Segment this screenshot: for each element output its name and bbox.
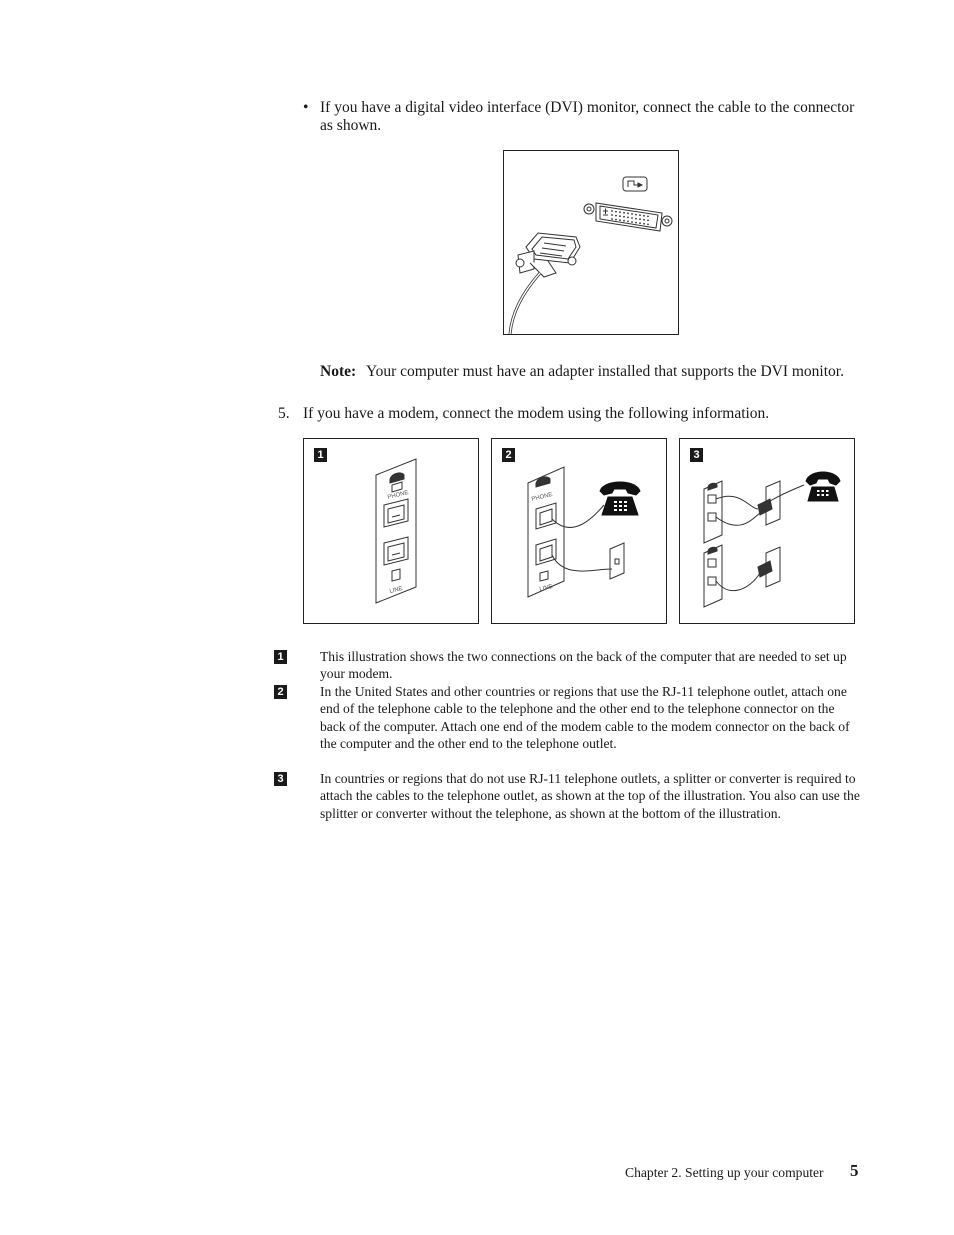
note-text: Your computer must have an adapter installed that supports the DVI monitor. <box>366 363 844 380</box>
footer-chapter-title: Chapter 2. Setting up your computer <box>625 1165 824 1180</box>
legend-text-2: In the United States and other countries or regions that use the RJ-11 telephone outlet, attach one end of the telephone cable to the telephone and the other end to the telephone connector on the back of the computer. Attach one end of the modem cable to the modem connector on the back of the computer and the other end to the telephone outlet. <box>320 684 850 752</box>
line-label: LINE <box>389 585 404 595</box>
legend-text-3: In countries or regions that do not use RJ-11 telephone outlets, a splitter or converter is required to attach the cables to the telephone outlet, as shown at the top of the illustration. You also can use the splitter or converter without the telephone, as shown at the bottom of the illustration. <box>320 771 860 821</box>
modem-panel-1 <box>303 438 479 624</box>
callout-badge-1: 1 <box>314 448 327 462</box>
legend-badge-2: 2 <box>274 685 287 699</box>
dvi-port-icon <box>584 203 672 231</box>
bullet-marker: • <box>303 99 309 116</box>
dvi-connector-illustration <box>503 150 679 335</box>
step-number: 5. <box>278 405 290 422</box>
line-label-2: LINE <box>539 583 554 593</box>
modem-panel-3 <box>679 438 855 624</box>
telephone-icon-3 <box>806 472 840 501</box>
legend-text-1: This illustration shows the two connections on the back of the computer that are needed to set up your modem. <box>320 649 847 682</box>
callout-badge-2: 2 <box>502 448 515 462</box>
page-number: 5 <box>850 1161 859 1180</box>
dvi-plug-icon <box>510 233 580 334</box>
phone-label-2: PHONE <box>531 491 554 503</box>
step-text: If you have a modem, connect the modem using the following information. <box>303 405 770 422</box>
callout-badge-3: 3 <box>690 448 703 462</box>
modem-panel-2 <box>491 438 667 624</box>
telephone-icon <box>600 482 640 515</box>
note-label: Note: <box>320 363 357 380</box>
note-text-wrap <box>351 363 845 381</box>
dvi-instruction-text: If you have a digital video interface (DVI) monitor, connect the cable to the connector as shown. <box>320 99 855 134</box>
legend-badge-1: 1 <box>274 650 287 664</box>
legend-badge-3: 3 <box>274 772 287 786</box>
phone-label: PHONE <box>387 489 410 501</box>
monitor-symbol-icon <box>623 177 647 191</box>
